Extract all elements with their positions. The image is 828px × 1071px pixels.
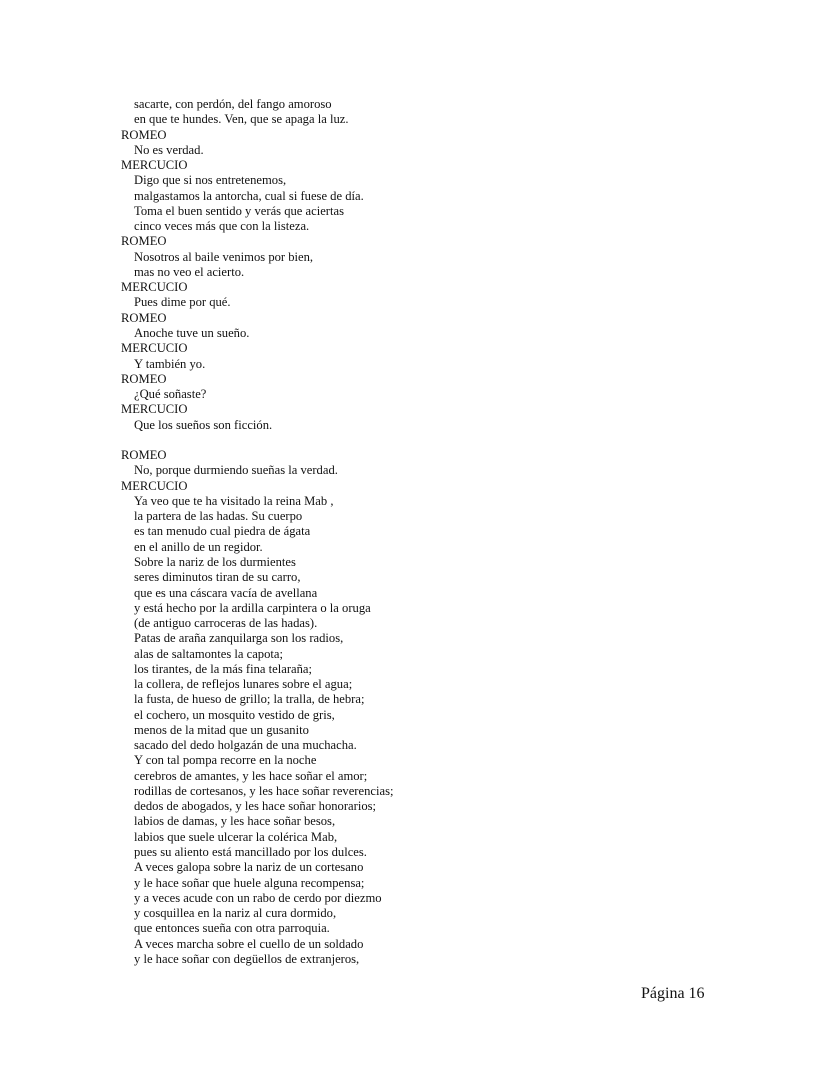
verse-line: que entonces sueña con otra parroquia. bbox=[134, 921, 330, 936]
verse-line: No, porque durmiendo sueñas la verdad. bbox=[134, 463, 338, 478]
verse-line: Nosotros al baile venimos por bien, bbox=[134, 249, 314, 264]
verse-line: los tirantes, de la más fina telaraña; bbox=[134, 661, 312, 676]
speaker-name: MERCUCIO bbox=[121, 158, 188, 173]
verse-line: alas de saltamontes la capota; bbox=[134, 646, 283, 661]
verse-line: (de antiguo carroceras de las hadas). bbox=[134, 616, 318, 631]
verse-line: Y también yo. bbox=[134, 356, 206, 371]
verse-line: es tan menudo cual piedra de ágata bbox=[134, 524, 311, 539]
verse-line: Toma el buen sentido y verás que aciertas bbox=[134, 203, 344, 218]
verse-line: Ya veo que te ha visitado la reina Mab , bbox=[134, 493, 334, 508]
verse-line: A veces marcha sobre el cuello de un soldado bbox=[134, 936, 364, 951]
verse-line: y a veces acude con un rabo de cerdo por diezmo bbox=[134, 890, 382, 905]
verse-line: que es una cáscara vacía de avellana bbox=[134, 585, 318, 600]
verse-line: labios que suele ulcerar la colérica Mab, bbox=[134, 829, 338, 844]
verse-line: pues su aliento está mancillado por los dulces. bbox=[134, 845, 367, 860]
speaker-name: ROMEO bbox=[121, 371, 167, 386]
verse-line: Anoche tuve un sueño. bbox=[134, 325, 250, 340]
speaker-name: ROMEO bbox=[121, 310, 167, 325]
verse-line: y le hace soñar con degüellos de extranjeros, bbox=[134, 951, 360, 966]
verse-line: Pues dime por qué. bbox=[134, 295, 231, 310]
blank-line bbox=[121, 433, 721, 448]
speaker-name: MERCUCIO bbox=[121, 280, 188, 295]
verse-line: Digo que si nos entretenemos, bbox=[134, 173, 287, 188]
verse-line: Sobre la nariz de los durmientes bbox=[134, 554, 296, 569]
verse-line: sacarte, con perdón, del fango amoroso bbox=[134, 97, 332, 111]
verse-line: rodillas de cortesanos, y les hace soñar reverencias; bbox=[134, 783, 394, 798]
verse-line: labios de damas, y les hace soñar besos, bbox=[134, 814, 336, 829]
verse-line: menos de la mitad que un gusanito bbox=[134, 722, 309, 737]
verse-line: y le hace soñar que huele alguna recompensa; bbox=[134, 875, 365, 890]
verse-line: seres diminutos tiran de su carro, bbox=[134, 570, 301, 585]
verse-line: Que los sueños son ficción. bbox=[134, 417, 273, 432]
verse-line: sacado del dedo holgazán de una muchacha. bbox=[134, 738, 357, 753]
verse-line: la collera, de reflejos lunares sobre el agua; bbox=[134, 677, 353, 692]
verse-line: y cosquillea en la nariz al cura dormido, bbox=[134, 906, 337, 921]
verse-line: cinco veces más que con la listeza. bbox=[134, 219, 310, 234]
speaker-name: ROMEO bbox=[121, 448, 167, 463]
play-text-block bbox=[121, 97, 721, 967]
verse-line: en el anillo de un regidor. bbox=[134, 539, 263, 554]
speaker-name: ROMEO bbox=[121, 234, 167, 249]
verse-line: la fusta, de hueso de grillo; la tralla, de hebra; bbox=[134, 692, 365, 707]
speaker-name: MERCUCIO bbox=[121, 478, 188, 493]
verse-line: Y con tal pompa recorre en la noche bbox=[134, 753, 317, 768]
verse-line: la partera de las hadas. Su cuerpo bbox=[134, 509, 303, 524]
page-number: Página 16 bbox=[641, 985, 705, 1002]
verse-line: No es verdad. bbox=[134, 142, 204, 157]
speaker-name: ROMEO bbox=[121, 127, 167, 142]
verse-line: malgastamos la antorcha, cual si fuese de día. bbox=[134, 188, 364, 203]
verse-line: y está hecho por la ardilla carpintera o la oruga bbox=[134, 600, 371, 615]
verse-line: cerebros de amantes, y les hace soñar el amor; bbox=[134, 768, 368, 783]
speaker-name: MERCUCIO bbox=[121, 402, 188, 417]
verse-line: ¿Qué soñaste? bbox=[134, 387, 207, 402]
verse-line: A veces galopa sobre la nariz de un cortesano bbox=[134, 860, 364, 875]
verse-line: Patas de araña zanquilarga son los radios, bbox=[134, 631, 344, 646]
verse-line: el cochero, un mosquito vestido de gris, bbox=[134, 707, 335, 722]
verse-line: en que te hundes. Ven, que se apaga la luz. bbox=[134, 112, 349, 127]
speaker-name: MERCUCIO bbox=[121, 341, 188, 356]
verse-line: mas no veo el acierto. bbox=[134, 264, 245, 279]
verse-line: dedos de abogados, y les hace soñar honorarios; bbox=[134, 799, 377, 814]
